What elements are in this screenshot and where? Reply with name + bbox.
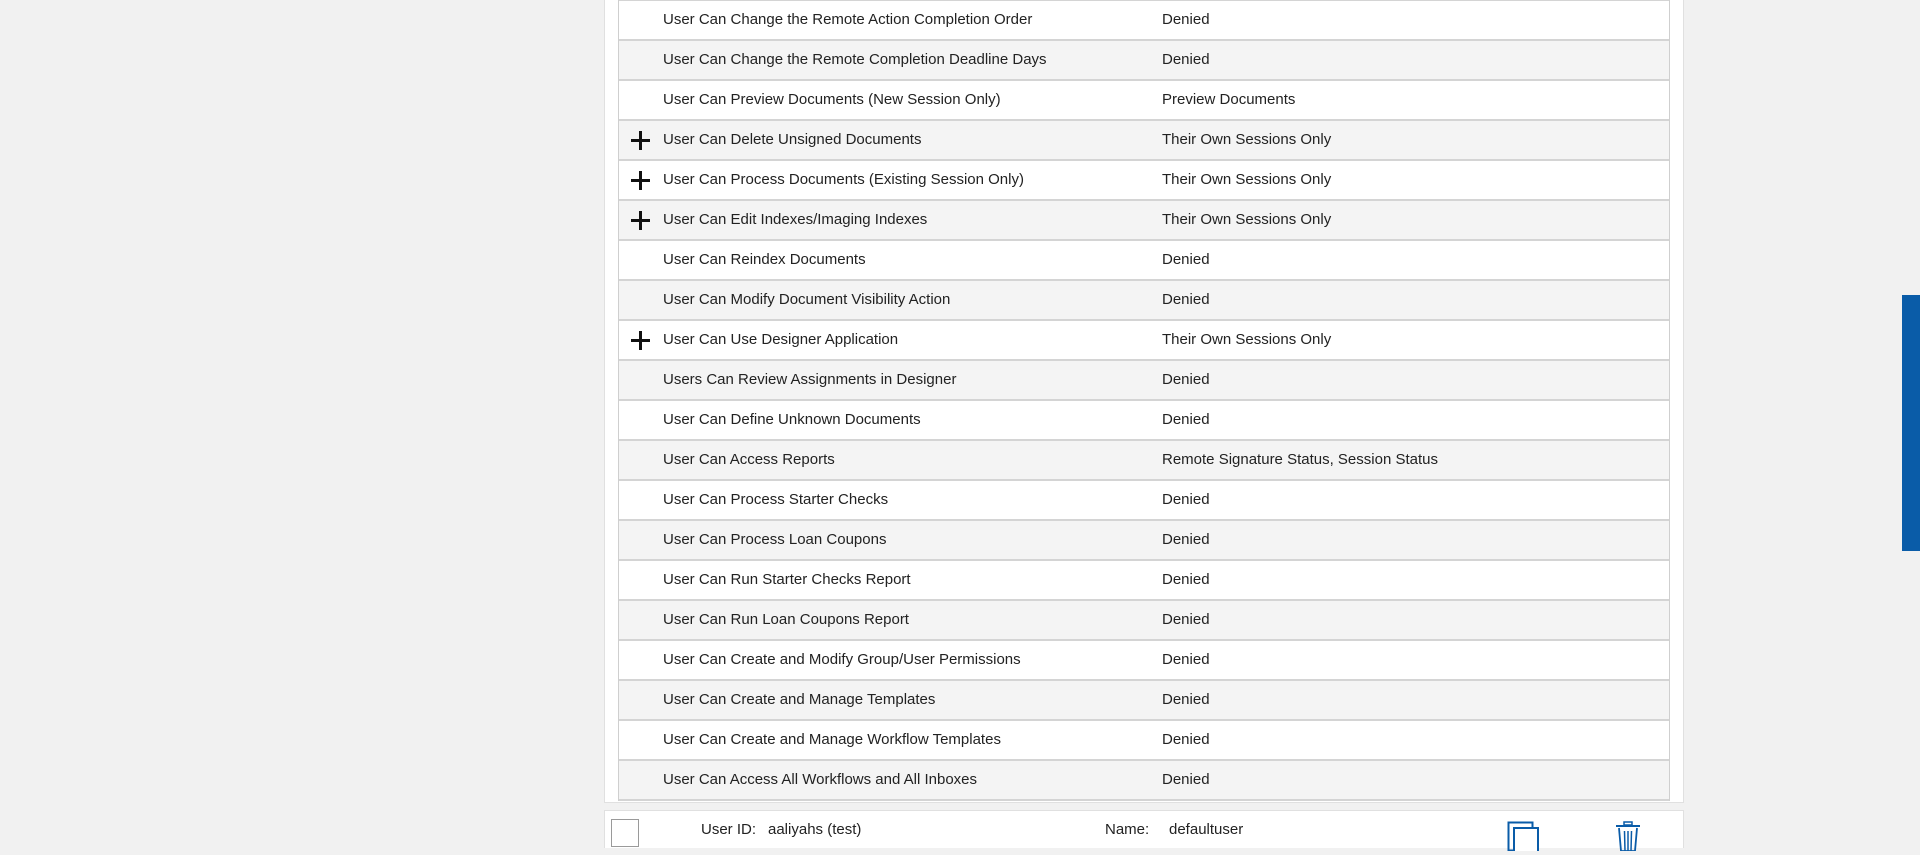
permission-row[interactable] xyxy=(619,41,1669,81)
permission-value: Denied xyxy=(1162,291,1210,308)
permission-row[interactable] xyxy=(619,601,1669,641)
permission-value: Remote Signature Status, Session Status xyxy=(1162,451,1438,468)
permission-label: User Can Use Designer Application xyxy=(663,331,899,348)
permission-label: User Can Run Loan Coupons Report xyxy=(663,611,909,628)
permission-row[interactable] xyxy=(619,281,1669,321)
permissions-table xyxy=(618,0,1670,801)
permission-value: Their Own Sessions Only xyxy=(1162,131,1332,148)
permission-row[interactable] xyxy=(619,81,1669,121)
permission-row[interactable] xyxy=(619,121,1669,161)
name-label: Name: xyxy=(1105,821,1150,838)
permission-row[interactable] xyxy=(619,161,1669,201)
permission-value: Their Own Sessions Only xyxy=(1162,171,1332,188)
expand-plus-icon[interactable] xyxy=(629,329,651,351)
expand-plus-icon[interactable] xyxy=(629,129,651,151)
permission-row[interactable] xyxy=(619,0,1669,41)
user-footer-row xyxy=(604,810,1684,848)
permission-row[interactable] xyxy=(619,321,1669,361)
permission-value: Denied xyxy=(1162,251,1210,268)
expand-plus-icon[interactable] xyxy=(629,169,651,191)
permission-label: User Can Reindex Documents xyxy=(663,251,866,268)
permission-row[interactable] xyxy=(619,201,1669,241)
permission-value: Denied xyxy=(1162,651,1210,668)
permission-label: User Can Delete Unsigned Documents xyxy=(663,131,922,148)
permission-label: User Can Modify Document Visibility Action xyxy=(663,291,951,308)
permission-value: Preview Documents xyxy=(1162,91,1296,108)
permission-label: User Can Define Unknown Documents xyxy=(663,411,921,428)
permission-value: Denied xyxy=(1162,531,1210,548)
permission-label: User Can Create and Manage Templates xyxy=(663,691,936,708)
permission-row[interactable] xyxy=(619,761,1669,801)
permission-value: Denied xyxy=(1162,691,1210,708)
permission-value: Denied xyxy=(1162,771,1210,788)
select-user-checkbox[interactable] xyxy=(611,819,639,847)
permission-label: User Can Process Loan Coupons xyxy=(663,531,887,548)
permission-label: User Can Process Starter Checks xyxy=(663,491,889,508)
permission-value: Denied xyxy=(1162,491,1210,508)
permission-label: User Can Edit Indexes/Imaging Indexes xyxy=(663,211,928,228)
name-value: defaultuser xyxy=(1169,821,1244,838)
permission-label: User Can Access Reports xyxy=(663,451,835,468)
permission-row[interactable] xyxy=(619,441,1669,481)
permission-label: User Can Change the Remote Completion Deadline Days xyxy=(663,51,1047,68)
permission-value: Denied xyxy=(1162,51,1210,68)
permission-row[interactable] xyxy=(619,721,1669,761)
user-id-value: aaliyahs (test) xyxy=(768,821,862,838)
permission-row[interactable] xyxy=(619,521,1669,561)
permission-row[interactable] xyxy=(619,401,1669,441)
permission-row[interactable] xyxy=(619,681,1669,721)
permission-value: Denied xyxy=(1162,611,1210,628)
permission-label: User Can Change the Remote Action Completion Order xyxy=(663,11,1033,28)
permission-value: Their Own Sessions Only xyxy=(1162,331,1332,348)
permission-row[interactable] xyxy=(619,561,1669,601)
permission-value: Their Own Sessions Only xyxy=(1162,211,1332,228)
permission-row[interactable] xyxy=(619,361,1669,401)
permission-label: Users Can Review Assignments in Designer xyxy=(663,371,957,388)
permission-label: User Can Process Documents (Existing Session Only) xyxy=(663,171,1024,188)
permission-label: User Can Create and Modify Group/User Permissions xyxy=(663,651,1021,668)
permission-value: Denied xyxy=(1162,411,1210,428)
expand-plus-icon[interactable] xyxy=(629,209,651,231)
scrollbar-thumb[interactable] xyxy=(1902,295,1920,551)
permission-row[interactable] xyxy=(619,241,1669,281)
permission-value: Denied xyxy=(1162,371,1210,388)
permission-label: User Can Create and Manage Workflow Templates xyxy=(663,731,1001,748)
permission-value: Denied xyxy=(1162,11,1210,28)
permission-value: Denied xyxy=(1162,571,1210,588)
permission-label: User Can Preview Documents (New Session Only) xyxy=(663,91,1001,108)
permission-row[interactable] xyxy=(619,641,1669,681)
permission-label: User Can Run Starter Checks Report xyxy=(663,571,911,588)
permission-label: User Can Access All Workflows and All Inboxes xyxy=(663,771,978,788)
permission-row[interactable] xyxy=(619,481,1669,521)
permission-value: Denied xyxy=(1162,731,1210,748)
user-id-label: User ID: xyxy=(701,821,757,838)
